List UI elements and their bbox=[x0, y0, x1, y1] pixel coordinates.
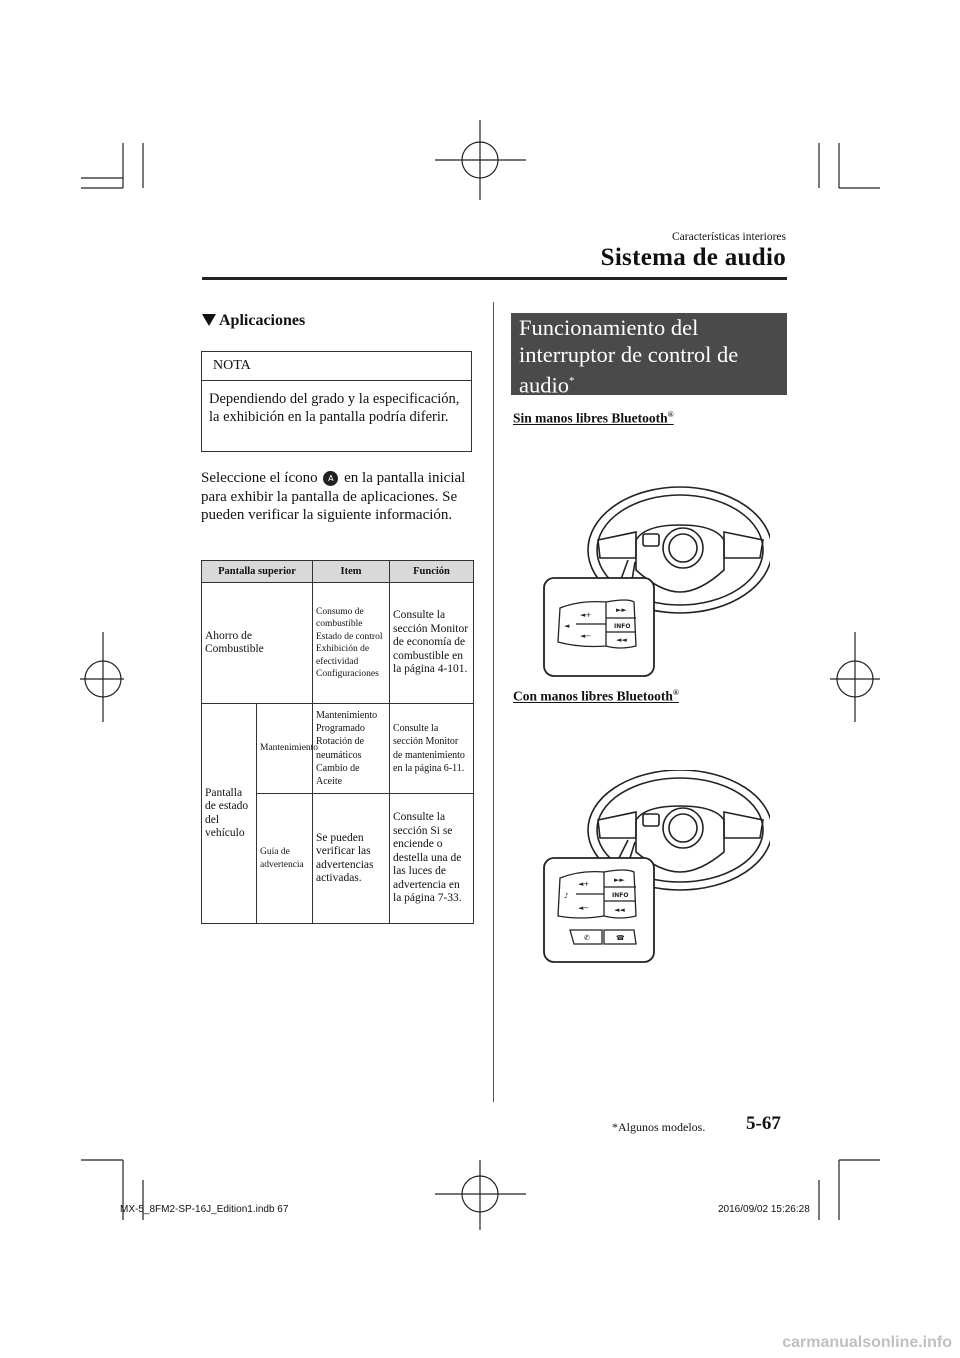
vol-up-icon: ◄+ bbox=[578, 880, 590, 888]
next-track-icon: ►► bbox=[616, 606, 627, 614]
print-slug-file: MX-5_8FM2-SP-16J_Edition1.indb 67 bbox=[120, 1204, 289, 1215]
table-header: Item bbox=[313, 561, 390, 583]
page-number: 5-67 bbox=[746, 1113, 781, 1134]
header-title: Sistema de audio bbox=[600, 244, 786, 271]
table-header-row bbox=[202, 561, 474, 583]
footnote: *Algunos modelos. bbox=[612, 1120, 706, 1134]
intro-paragraph: Seleccione el ícono A en la pantalla inicial para exhibir la pantalla de aplicaciones. Se pueden verificar la siguiente información. bbox=[201, 470, 466, 523]
table-cell: Mantenimiento Programado Rotación de neumáticos Cambio de Aceite bbox=[313, 704, 390, 794]
section-triangle-icon bbox=[202, 314, 216, 326]
table-cell: Consulte la sección Si se enciende o destella una de las luces de advertencia en la página 7-33. bbox=[390, 794, 474, 924]
header-category: Características interiores bbox=[672, 231, 786, 243]
table-header: Función bbox=[390, 561, 474, 583]
table-cell: Consulte la sección Monitor de mantenimiento en la página 6-11. bbox=[390, 704, 474, 794]
watermark: carmanualsonline.info bbox=[782, 1334, 952, 1351]
phone-hangup-icon: ☎ bbox=[616, 934, 625, 942]
column-divider bbox=[493, 302, 494, 1102]
note-box bbox=[201, 351, 472, 452]
note-label: NOTA bbox=[202, 352, 471, 381]
mute-icon: ◄ bbox=[564, 622, 570, 630]
print-slug-date: 2016/09/02 15:26:28 bbox=[718, 1204, 810, 1215]
info-button-label: INFO bbox=[612, 892, 629, 899]
table-row bbox=[202, 704, 474, 794]
vol-down-icon: ◄− bbox=[580, 632, 592, 640]
vol-up-icon: ◄+ bbox=[580, 611, 592, 619]
info-button-label: INFO bbox=[614, 623, 631, 630]
steering-wheel-illustration bbox=[540, 470, 770, 680]
applications-table bbox=[201, 560, 474, 924]
table-row bbox=[202, 583, 474, 704]
table-cell: Consumo de combustible Estado de control Exhibición de efectividad Configuraciones bbox=[313, 583, 390, 704]
applications-icon: A bbox=[323, 471, 338, 486]
section-banner bbox=[511, 313, 787, 398]
next-track-icon: ►► bbox=[614, 876, 625, 884]
note-text: Dependiendo del grado y la especificación, la exhibición en la pantalla podría diferir. bbox=[209, 391, 460, 425]
section-title-aplicaciones: Aplicaciones bbox=[202, 312, 305, 330]
phone-call-icon: ✆ bbox=[584, 934, 590, 942]
table-cell: Se pueden verificar las advertencias activadas. bbox=[313, 794, 390, 924]
section-banner-title: Funcionamiento del interruptor de control de audio* bbox=[519, 315, 739, 398]
vol-down-icon: ◄− bbox=[578, 904, 590, 912]
subtitle-without-bluetooth: Sin manos libres Bluetooth® bbox=[513, 410, 674, 426]
header-rule bbox=[202, 277, 787, 280]
steering-wheel-bluetooth-illustration bbox=[540, 770, 770, 970]
table-cell: Pantalla de estado del vehículo bbox=[202, 704, 257, 924]
table-cell: Guía de advertencia bbox=[257, 794, 313, 924]
table-header: Pantalla superior bbox=[202, 561, 313, 583]
prev-track-icon: ◄◄ bbox=[614, 906, 625, 914]
table-cell: Ahorro de Combustible bbox=[202, 583, 313, 704]
voice-icon: ♪ bbox=[564, 892, 569, 900]
subtitle-with-bluetooth: Con manos libres Bluetooth® bbox=[513, 688, 679, 704]
table-cell: Mantenimiento bbox=[257, 704, 313, 794]
table-cell: Consulte la sección Monitor de economía de combustible en la página 4-101. bbox=[390, 583, 474, 704]
prev-track-icon: ◄◄ bbox=[616, 636, 627, 644]
